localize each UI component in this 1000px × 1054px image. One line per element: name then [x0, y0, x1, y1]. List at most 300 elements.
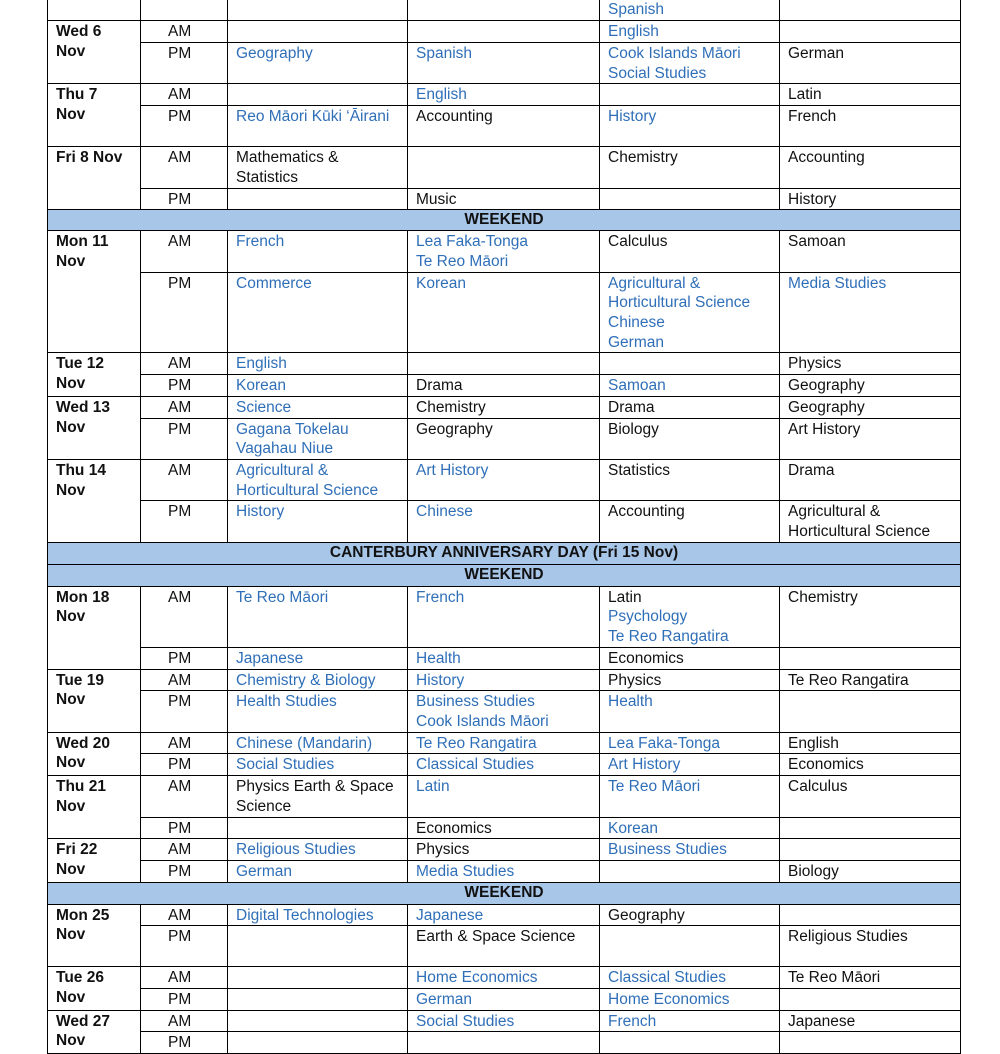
date-cell	[48, 776, 141, 839]
date-label: Thu 7	[56, 86, 98, 104]
exam-subject: Chinese	[416, 503, 473, 521]
date-label: Nov	[56, 1032, 86, 1050]
exam-cell	[228, 732, 408, 754]
exam-cell	[408, 1032, 600, 1054]
exam-cell	[408, 0, 600, 21]
exam-subject: Chemistry	[416, 398, 486, 416]
exam-cell	[228, 754, 408, 776]
exam-cell	[780, 501, 961, 542]
date-cell	[48, 904, 141, 967]
session-label: AM	[141, 904, 228, 926]
session-label: PM	[141, 188, 228, 210]
exam-cell	[600, 501, 780, 542]
date-label: Nov	[56, 926, 86, 944]
exam-subject: English	[608, 23, 659, 40]
exam-cell	[228, 396, 408, 418]
exam-cell	[600, 188, 780, 210]
session-row	[48, 776, 961, 817]
exam-subject: Physics Earth & Space Science	[236, 778, 394, 815]
date-cell	[48, 839, 141, 882]
exam-cell	[408, 147, 600, 188]
exam-subject: Commerce	[236, 274, 312, 292]
exam-subject: Social Studies	[608, 64, 707, 82]
exam-subject: German	[236, 862, 292, 880]
session-row	[48, 501, 961, 542]
session-label: PM	[141, 926, 228, 967]
date-label: Fri 22	[56, 841, 98, 859]
exam-cell	[408, 418, 600, 459]
exam-subject: Chinese (Mandarin)	[236, 734, 373, 752]
exam-cell	[780, 754, 961, 776]
exam-subject: Samoan	[788, 233, 846, 251]
exam-subject: Te Reo Māori	[608, 778, 701, 796]
exam-cell	[228, 1010, 408, 1032]
exam-subject: Physics	[608, 671, 662, 689]
date-label: Nov	[56, 481, 86, 499]
exam-cell	[600, 669, 780, 691]
exam-cell	[408, 817, 600, 839]
exam-subject: Earth & Space Science	[416, 928, 576, 946]
exam-cell	[780, 647, 961, 669]
exam-subject: Chemistry	[608, 149, 678, 167]
exam-cell	[780, 0, 961, 21]
exam-subject: Cook Islands Māori	[608, 45, 741, 62]
exam-subject: Health Studies	[236, 693, 337, 711]
exam-subject: Religious Studies	[236, 841, 356, 859]
timetable-body	[48, 0, 961, 1054]
session-row	[48, 21, 961, 43]
session-row	[48, 860, 961, 882]
exam-cell	[228, 21, 408, 43]
exam-cell	[780, 375, 961, 397]
exam-cell	[228, 926, 408, 967]
exam-cell	[228, 989, 408, 1011]
session-row	[48, 106, 961, 147]
exam-subject: Reo Māori Kūki ‘Āirani	[236, 108, 390, 126]
exam-cell	[408, 669, 600, 691]
exam-subject: Home Economics	[416, 969, 538, 987]
exam-cell	[228, 43, 408, 84]
date-cell	[48, 967, 141, 1010]
exam-subject: Te Reo Māori	[788, 969, 881, 987]
section-band-row	[48, 542, 961, 564]
exam-subject: Chemistry & Biology	[236, 671, 376, 689]
date-label: Nov	[56, 860, 86, 878]
exam-cell	[600, 106, 780, 147]
exam-cell	[780, 43, 961, 84]
date-cell	[48, 396, 141, 459]
exam-subject: Accounting	[608, 503, 685, 521]
session-row	[48, 459, 961, 500]
session-row	[48, 418, 961, 459]
session-label: AM	[141, 459, 228, 500]
session-label: AM	[141, 586, 228, 647]
exam-subject: Accounting	[788, 149, 865, 167]
exam-cell	[228, 647, 408, 669]
exam-cell	[408, 106, 600, 147]
exam-cell	[780, 989, 961, 1011]
session-label: PM	[141, 691, 228, 732]
session-label	[141, 0, 228, 21]
exam-cell	[600, 459, 780, 500]
exam-cell	[228, 418, 408, 459]
exam-subject: History	[788, 190, 837, 208]
exam-subject: Calculus	[788, 778, 848, 796]
exam-subject: Economics	[788, 756, 864, 774]
exam-cell	[600, 860, 780, 882]
date-cell	[48, 231, 141, 353]
exam-cell	[780, 418, 961, 459]
exam-subject: Media Studies	[788, 274, 887, 292]
exam-cell	[600, 396, 780, 418]
exam-cell	[600, 967, 780, 989]
session-row	[48, 989, 961, 1011]
exam-cell	[780, 967, 961, 989]
exam-subject: Agricultural & Horticultural Science	[788, 503, 931, 541]
session-label: PM	[141, 43, 228, 84]
exam-subject: English	[788, 734, 839, 752]
exam-cell	[600, 691, 780, 732]
exam-cell	[228, 0, 408, 21]
session-label: PM	[141, 272, 228, 353]
exam-cell	[408, 501, 600, 542]
exam-cell	[780, 839, 961, 861]
exam-cell	[600, 926, 780, 967]
exam-cell	[228, 691, 408, 732]
exam-cell	[600, 418, 780, 459]
exam-cell	[228, 860, 408, 882]
exam-subject: Japanese	[236, 649, 304, 667]
date-label: Nov	[56, 754, 86, 772]
exam-cell	[408, 459, 600, 500]
exam-subject: Vagahau Niue	[236, 440, 334, 458]
session-label: AM	[141, 839, 228, 861]
exam-subject: French	[416, 588, 465, 606]
date-cell	[48, 353, 141, 396]
exam-cell	[600, 1010, 780, 1032]
exam-subject: Music	[416, 190, 457, 208]
session-label: AM	[141, 732, 228, 754]
exam-cell	[228, 84, 408, 106]
session-label: PM	[141, 106, 228, 147]
date-cell	[48, 732, 141, 775]
exam-cell	[600, 43, 780, 84]
exam-cell	[228, 586, 408, 647]
section-band-row	[48, 564, 961, 586]
exam-subject: Korean	[608, 819, 658, 837]
exam-cell	[600, 353, 780, 375]
session-label: PM	[141, 501, 228, 542]
exam-cell	[600, 21, 780, 43]
session-label: AM	[141, 396, 228, 418]
exam-subject: Geography	[416, 420, 493, 438]
exam-cell	[228, 188, 408, 210]
exam-cell	[408, 967, 600, 989]
exam-cell	[228, 839, 408, 861]
exam-subject: Art History	[788, 420, 861, 438]
exam-cell	[228, 459, 408, 500]
exam-subject: Mathematics & Statistics	[236, 149, 339, 186]
date-cell	[48, 147, 141, 210]
session-row	[48, 586, 961, 647]
exam-subject: Lea Faka-Tonga	[608, 734, 721, 752]
exam-cell	[780, 926, 961, 967]
exam-subject: Geography	[788, 398, 865, 416]
exam-cell	[600, 84, 780, 106]
exam-subject: Geography	[236, 45, 313, 62]
exam-timetable-page	[47, 0, 961, 1054]
exam-subject: Business Studies	[608, 841, 727, 859]
exam-cell	[228, 375, 408, 397]
exam-cell	[408, 860, 600, 882]
exam-subject: German	[788, 45, 844, 62]
session-row	[48, 231, 961, 272]
session-row	[48, 732, 961, 754]
exam-subject: Social Studies	[416, 1012, 515, 1030]
exam-cell	[228, 501, 408, 542]
exam-cell	[228, 231, 408, 272]
session-row	[48, 754, 961, 776]
session-label: PM	[141, 1032, 228, 1054]
exam-subject: Media Studies	[416, 862, 515, 880]
session-label: AM	[141, 776, 228, 817]
session-label: AM	[141, 231, 228, 272]
session-row	[48, 43, 961, 84]
exam-subject: Physics	[416, 841, 470, 859]
session-label: PM	[141, 860, 228, 882]
exam-subject: Statistics	[608, 461, 671, 479]
exam-subject: Business Studies	[416, 693, 535, 711]
exam-cell	[408, 732, 600, 754]
exam-subject: Drama	[608, 398, 655, 416]
session-row	[48, 147, 961, 188]
exam-subject: Latin	[788, 86, 822, 104]
exam-subject: Spanish	[416, 45, 473, 62]
exam-subject: Psychology	[608, 608, 688, 626]
date-label: Tue 12	[56, 355, 104, 373]
session-label: AM	[141, 967, 228, 989]
exam-cell	[408, 396, 600, 418]
exam-subject: Digital Technologies	[236, 906, 374, 924]
date-label: Tue 26	[56, 969, 104, 987]
date-label: Mon 11	[56, 233, 109, 251]
exam-cell	[408, 839, 600, 861]
exam-subject: Chinese	[608, 314, 665, 332]
exam-cell	[780, 459, 961, 500]
exam-subject: History	[416, 671, 465, 689]
exam-cell	[780, 1010, 961, 1032]
exam-cell	[780, 106, 961, 147]
exam-cell	[780, 188, 961, 210]
session-label: AM	[141, 147, 228, 188]
exam-cell	[228, 353, 408, 375]
session-label: AM	[141, 669, 228, 691]
exam-subject: Lea Faka-Tonga	[416, 233, 529, 251]
exam-subject: English	[416, 86, 467, 104]
date-cell	[48, 84, 141, 147]
date-label: Wed 13	[56, 398, 110, 416]
exam-subject: Agricultural & Horticultural Science	[608, 274, 751, 312]
exam-cell	[780, 147, 961, 188]
session-label: AM	[141, 1010, 228, 1032]
exam-cell	[600, 776, 780, 817]
exam-subject: Classical Studies	[416, 756, 535, 774]
exam-subject: English	[236, 355, 287, 373]
exam-timetable	[47, 0, 961, 1054]
exam-cell	[408, 754, 600, 776]
date-label: Wed 27	[56, 1012, 110, 1030]
session-label: AM	[141, 353, 228, 375]
date-label: Wed 20	[56, 734, 110, 752]
exam-subject: Classical Studies	[608, 969, 727, 987]
exam-cell	[600, 231, 780, 272]
section-band-label: WEEKEND	[48, 564, 961, 586]
exam-subject: Agricultural & Horticultural Science	[236, 461, 379, 499]
session-row	[48, 1010, 961, 1032]
exam-cell	[408, 586, 600, 647]
exam-subject: Te Reo Māori	[236, 588, 329, 606]
session-row	[48, 647, 961, 669]
exam-cell	[600, 817, 780, 839]
exam-cell	[780, 586, 961, 647]
exam-cell	[408, 84, 600, 106]
date-label: Nov	[56, 106, 86, 124]
exam-subject: Economics	[416, 819, 492, 837]
exam-cell	[600, 0, 780, 21]
section-band-label: WEEKEND	[48, 210, 961, 231]
session-label: PM	[141, 817, 228, 839]
exam-cell	[228, 1032, 408, 1054]
session-label: PM	[141, 418, 228, 459]
exam-subject: Te Reo Rangatira	[608, 628, 729, 646]
exam-subject: Te Reo Māori	[416, 252, 509, 270]
exam-cell	[228, 147, 408, 188]
exam-subject: Korean	[236, 377, 286, 395]
session-row	[48, 375, 961, 397]
exam-cell	[600, 147, 780, 188]
exam-subject: Samoan	[608, 377, 666, 395]
exam-cell	[408, 1010, 600, 1032]
exam-subject: Biology	[788, 862, 839, 880]
exam-subject: Cook Islands Māori	[416, 712, 549, 730]
date-cell	[48, 21, 141, 84]
exam-cell	[780, 231, 961, 272]
exam-cell	[228, 106, 408, 147]
exam-cell	[408, 188, 600, 210]
exam-cell	[228, 669, 408, 691]
exam-cell	[408, 353, 600, 375]
session-label: PM	[141, 647, 228, 669]
exam-subject: Chemistry	[788, 588, 858, 606]
exam-cell	[408, 647, 600, 669]
date-label: Nov	[56, 691, 86, 709]
exam-subject: Physics	[788, 355, 842, 373]
session-row	[48, 0, 961, 21]
exam-cell	[600, 272, 780, 353]
session-row	[48, 353, 961, 375]
exam-cell	[228, 272, 408, 353]
date-label: Mon 18	[56, 588, 110, 606]
session-label: AM	[141, 21, 228, 43]
exam-cell	[228, 776, 408, 817]
exam-cell	[408, 926, 600, 967]
session-row	[48, 967, 961, 989]
exam-subject: Korean	[416, 274, 466, 292]
exam-subject: Art History	[608, 756, 681, 774]
date-cell	[48, 459, 141, 542]
session-row	[48, 691, 961, 732]
date-cell	[48, 669, 141, 732]
exam-subject: History	[608, 108, 657, 126]
date-cell	[48, 1010, 141, 1053]
exam-cell	[600, 647, 780, 669]
exam-subject: Health	[608, 693, 653, 711]
exam-cell	[408, 691, 600, 732]
session-row	[48, 1032, 961, 1054]
session-row	[48, 669, 961, 691]
date-label: Mon 25	[56, 906, 110, 924]
date-label: Nov	[56, 42, 86, 60]
exam-cell	[228, 904, 408, 926]
section-band-row	[48, 882, 961, 904]
exam-cell	[408, 231, 600, 272]
exam-subject: Geography	[788, 377, 865, 395]
exam-cell	[408, 375, 600, 397]
exam-cell	[600, 754, 780, 776]
exam-cell	[600, 989, 780, 1011]
exam-cell	[408, 904, 600, 926]
exam-cell	[780, 904, 961, 926]
exam-subject: Science	[236, 398, 292, 416]
exam-cell	[780, 396, 961, 418]
exam-cell	[408, 989, 600, 1011]
exam-subject: Japanese	[416, 906, 484, 924]
section-band-label: CANTERBURY ANNIVERSARY DAY (Fri 15 Nov)	[48, 542, 961, 564]
exam-cell	[600, 586, 780, 647]
date-label: Nov	[56, 252, 86, 270]
section-band-label: WEEKEND	[48, 882, 961, 904]
exam-cell	[600, 1032, 780, 1054]
exam-subject: French	[788, 108, 837, 126]
date-label: Thu 21	[56, 778, 106, 796]
exam-subject: Spanish	[608, 0, 665, 18]
exam-subject: Accounting	[416, 108, 493, 126]
exam-cell	[408, 43, 600, 84]
date-cell	[48, 586, 141, 669]
session-label: PM	[141, 375, 228, 397]
exam-subject: Health	[416, 649, 461, 667]
exam-subject: Japanese	[788, 1012, 856, 1030]
exam-subject: Gagana Tokelau	[236, 420, 349, 438]
session-row	[48, 904, 961, 926]
exam-subject: Biology	[608, 420, 659, 438]
session-row	[48, 817, 961, 839]
session-label: PM	[141, 754, 228, 776]
session-row	[48, 84, 961, 106]
exam-subject: Drama	[788, 461, 835, 479]
date-label: Wed 6	[56, 23, 102, 40]
exam-subject: French	[236, 233, 285, 251]
exam-subject: Drama	[416, 377, 463, 395]
session-row	[48, 272, 961, 353]
date-label: Nov	[56, 375, 86, 393]
exam-cell	[780, 776, 961, 817]
exam-subject: Latin	[608, 588, 642, 606]
date-label: Tue 19	[56, 671, 104, 689]
date-label: Nov	[56, 608, 86, 626]
exam-cell	[780, 669, 961, 691]
exam-cell	[780, 353, 961, 375]
